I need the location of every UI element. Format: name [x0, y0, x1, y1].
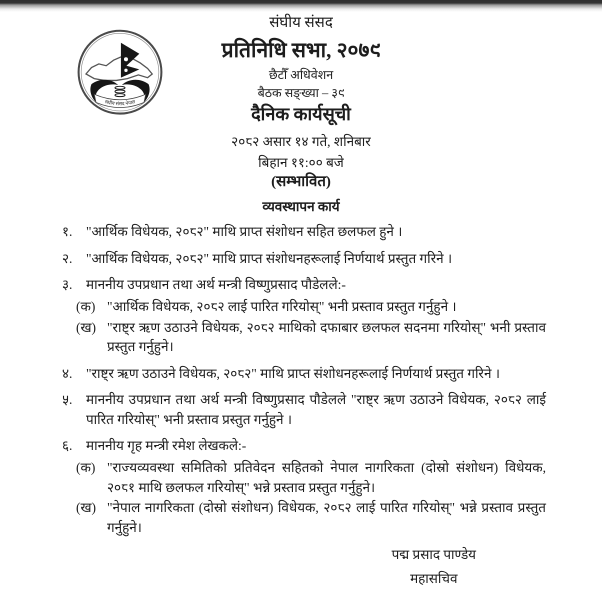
- subitem-number: (क): [76, 459, 96, 475]
- document-title: दैनिक कार्यसूची: [251, 104, 351, 125]
- item-text: "आर्थिक विधेयक, २०८२" माथि प्राप्त संशोधनहरूलाई निर्णयार्थ प्रस्तुत गरिने ।: [86, 250, 453, 266]
- item-number: १.: [62, 224, 73, 240]
- item-text: माननीय उपप्रधान तथा अर्थ मन्त्री विष्णुप्रसाद पौडेलले:-: [86, 277, 346, 293]
- window-top-shadow: [0, 0, 602, 12]
- subitem-text: "नेपाल नागरिकता (दोस्रो संशोधन) विधेयक, २०८२ लाई पारित गरियोस्" भन्ने प्रस्ताव प्रस्तुत गर्नुहुने।: [107, 500, 546, 535]
- agenda-item-1: [62, 222, 546, 242]
- agenda-item-6-sub-b: [76, 498, 546, 537]
- session-label: छैटौँ अधिवेशन: [268, 67, 334, 82]
- item-text: "राष्ट्र ऋण उठाउने विधेयक, २०८२" माथि प्राप्त संशोधनहरूलाई निर्णयार्थ प्रस्तुत गरिने ।: [86, 365, 500, 381]
- meeting-number: बैठक सङ्ख्या – ३९: [257, 86, 345, 101]
- agenda-item-4: [62, 364, 546, 384]
- tentative-note: (सम्भावित): [271, 173, 331, 190]
- meeting-date: २०८२ असार १४ गते, शनिबार: [231, 133, 371, 149]
- subitem-text: "राष्ट्र ऋण उठाउने विधेयक, २०८२ माथिको दफाबार छलफल सदनमा गरियोस्" भनी प्रस्ताव प्रस्तुत गर्नुहुने।: [107, 319, 546, 355]
- subitem-number: (ख): [76, 319, 97, 335]
- subitem-number: (ख): [76, 500, 97, 516]
- item-number: ५.: [62, 392, 73, 408]
- organization-name: संघीय संसद: [269, 15, 333, 31]
- item-number: ६.: [62, 438, 73, 454]
- signatory-designation: महासचिव: [410, 570, 458, 586]
- section-heading: व्यवस्थापन कार्य: [262, 199, 340, 215]
- agenda-list: [62, 222, 546, 537]
- agenda-item-5: [62, 390, 546, 429]
- emblem-banner-label: संघीय संसद नेपाल: [104, 100, 136, 108]
- signatory-name: पद्म प्रसाद पाण्डेय: [391, 547, 476, 563]
- agenda-item-6-sub-a: [76, 458, 546, 497]
- federal-parliament-emblem-icon: [74, 27, 166, 121]
- agenda-item-3-sub-b: [76, 318, 546, 357]
- agenda-item-3-sub-a: [76, 297, 546, 317]
- item-text: "आर्थिक विधेयक, २०८२" माथि प्राप्त संशोधन सहित छलफल हुने ।: [86, 224, 403, 240]
- item-text: माननीय उपप्रधान तथा अर्थ मन्त्री विष्णुप्रसाद पौडेलले "राष्ट्र ऋण उठाउने विधेयक, २०८२ लाई पारित गरियोस्" भनी प्रस्ताव प्रस्तुत गर्नुहुने ।: [86, 392, 546, 427]
- item-number: २.: [62, 250, 73, 266]
- agenda-item-2: [62, 249, 546, 269]
- item-text: माननीय गृह मन्त्री रमेश लेखकले:-: [86, 438, 247, 454]
- subitem-number: (क): [76, 299, 96, 314]
- subitem-text: "राज्यव्यवस्था समितिको प्रतिवेदन सहितको नेपाल नागरिकता (दोस्रो संशोधन) विधेयक, २०८१ माथि छलफल गरियोस्" भन्ने प्रस्ताव प्रस्तुत गर्नुहुने।: [107, 459, 546, 495]
- agenda-item-3: [62, 275, 546, 295]
- agenda-item-6: [62, 436, 546, 456]
- subitem-text: "आर्थिक विधेयक, २०८२ लाई पारित गरियोस्" भनी प्रस्ताव प्रस्तुत गर्नुहुने ।: [107, 299, 457, 314]
- signature-block: [392, 545, 476, 588]
- item-number: ४.: [62, 365, 73, 381]
- meeting-time: बिहान ११:०० बजे: [258, 155, 344, 171]
- item-number: ३.: [62, 277, 73, 293]
- assembly-title: प्रतिनिधि सभा, २०७९: [221, 37, 381, 62]
